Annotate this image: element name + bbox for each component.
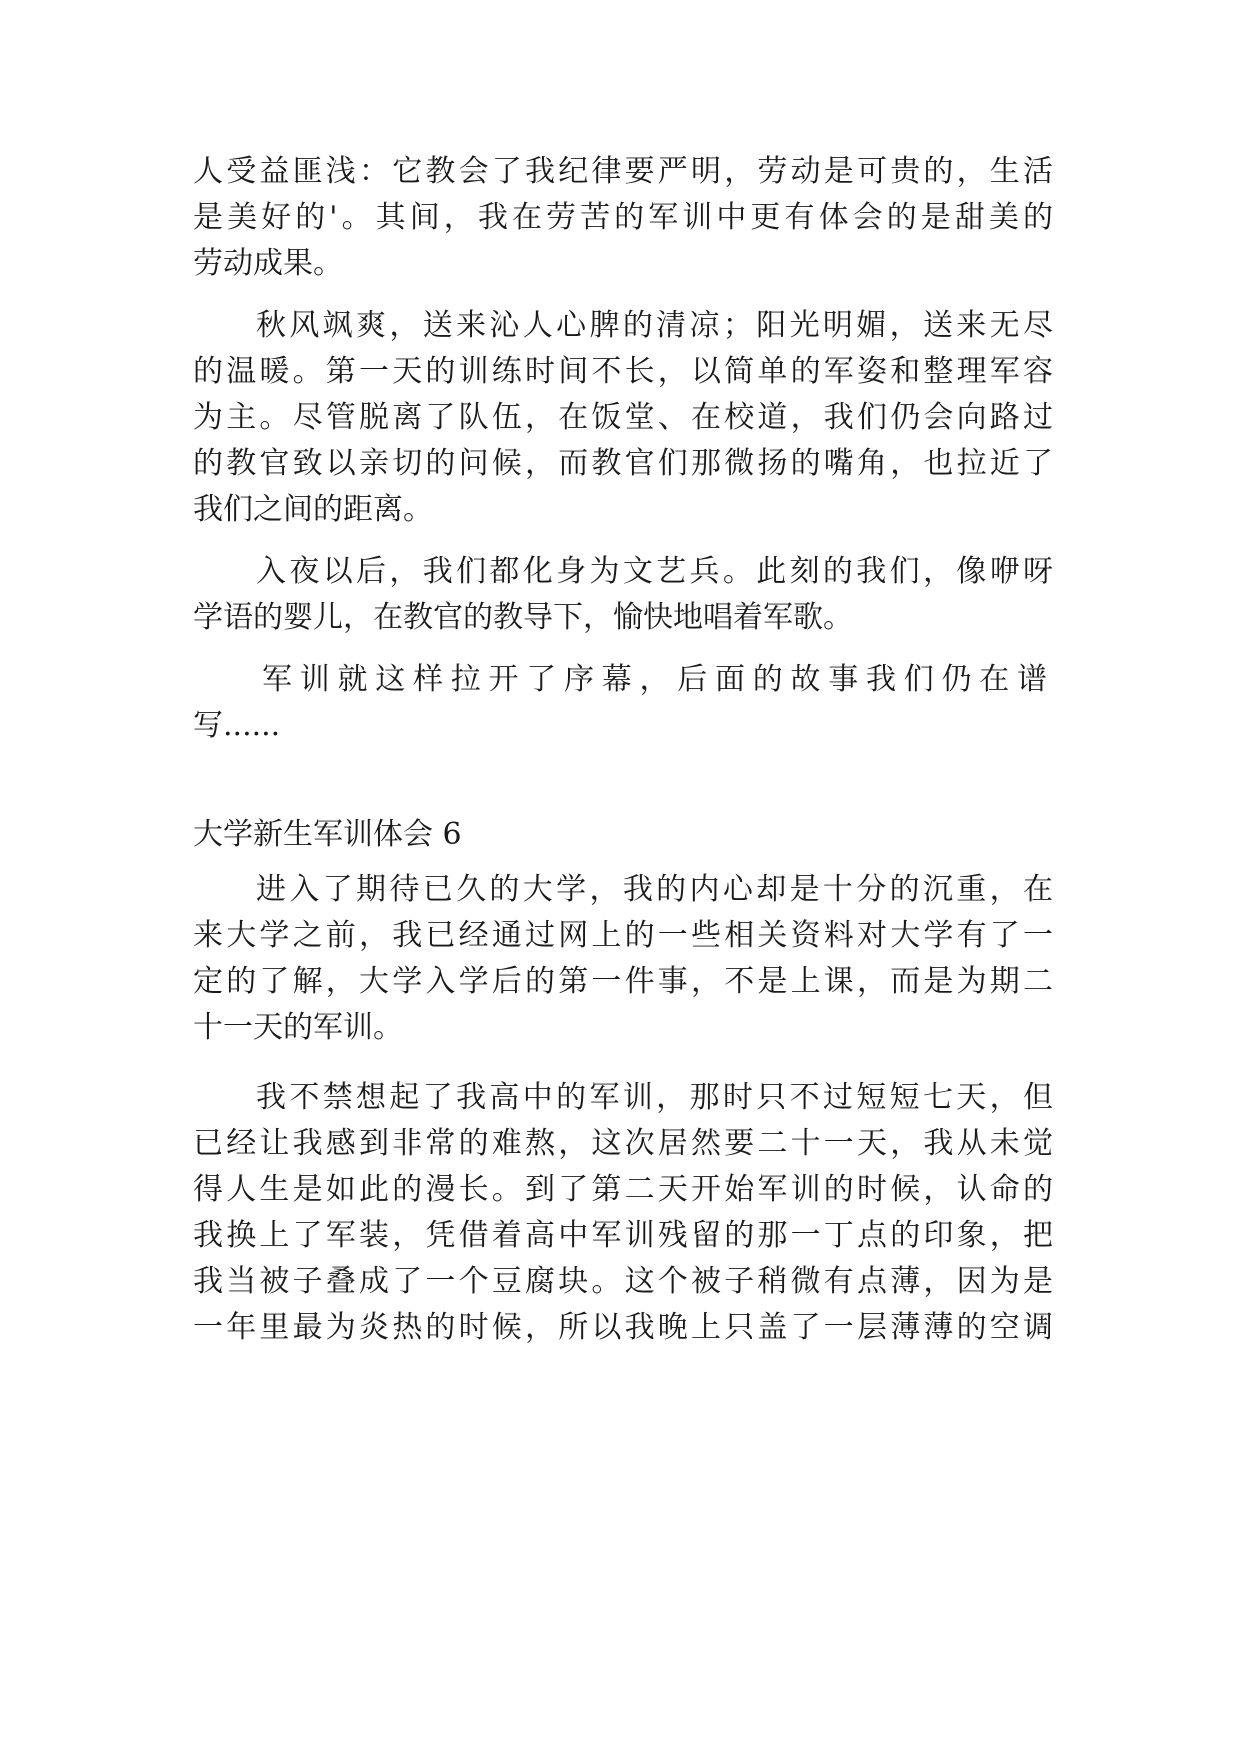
text-line: 秋风飒爽，送来沁人心脾的清凉；阳光明媚，送来无尽 bbox=[256, 308, 1053, 343]
section-heading: 大学新生军训体会 6 bbox=[193, 817, 462, 852]
text-line: 十一天的军训。 bbox=[193, 1010, 403, 1045]
text-line: 军训就这样拉开了序幕，后面的故事我们仍在谱 bbox=[262, 662, 1053, 697]
text-line: 的温暖。第一天的训练时间不长，以简单的军姿和整理军容 bbox=[193, 354, 1053, 389]
text-line: 我不禁想起了我高中的军训，那时只不过短短七天，但 bbox=[256, 1080, 1053, 1115]
text-line: 来大学之前，我已经通过网上的一些相关资料对大学有了一 bbox=[193, 918, 1053, 953]
text-line: 人受益匪浅：它教会了我纪律要严明，劳动是可贵的，生活 bbox=[193, 154, 1053, 189]
text-line: 写...... bbox=[193, 708, 281, 743]
text-line: 定的了解，大学入学后的第一件事，不是上课，而是为期二 bbox=[193, 964, 1053, 999]
text-line: 劳动成果。 bbox=[193, 246, 343, 281]
text-line: 入夜以后，我们都化身为文艺兵。此刻的我们，像咿呀 bbox=[256, 554, 1053, 589]
text-line: 进入了期待已久的大学，我的内心却是十分的沉重，在 bbox=[256, 872, 1053, 907]
text-line: 一年里最为炎热的时候，所以我晚上只盖了一层薄薄的空调 bbox=[193, 1310, 1053, 1345]
text-line: 我换上了军装，凭借着高中军训残留的那一丁点的印象，把 bbox=[193, 1218, 1053, 1253]
text-line: 得人生是如此的漫长。到了第二天开始军训的时候，认命的 bbox=[193, 1172, 1053, 1207]
text-line: 已经让我感到非常的难熬，这次居然要二十一天，我从未觉 bbox=[193, 1126, 1053, 1161]
text-line: 我当被子叠成了一个豆腐块。这个被子稍微有点薄，因为是 bbox=[193, 1264, 1053, 1299]
text-line: 的教官致以亲切的问候，而教官们那微扬的嘴角，也拉近了 bbox=[193, 446, 1053, 481]
text-line: 是美好的'。其间，我在劳苦的军训中更有体会的是甜美的 bbox=[193, 200, 1053, 235]
text-line: 为主。尽管脱离了队伍，在饭堂、在校道，我们仍会向路过 bbox=[193, 400, 1053, 435]
text-line: 学语的婴儿，在教官的教导下，愉快地唱着军歌。 bbox=[193, 600, 853, 635]
text-line: 我们之间的距离。 bbox=[193, 492, 433, 527]
